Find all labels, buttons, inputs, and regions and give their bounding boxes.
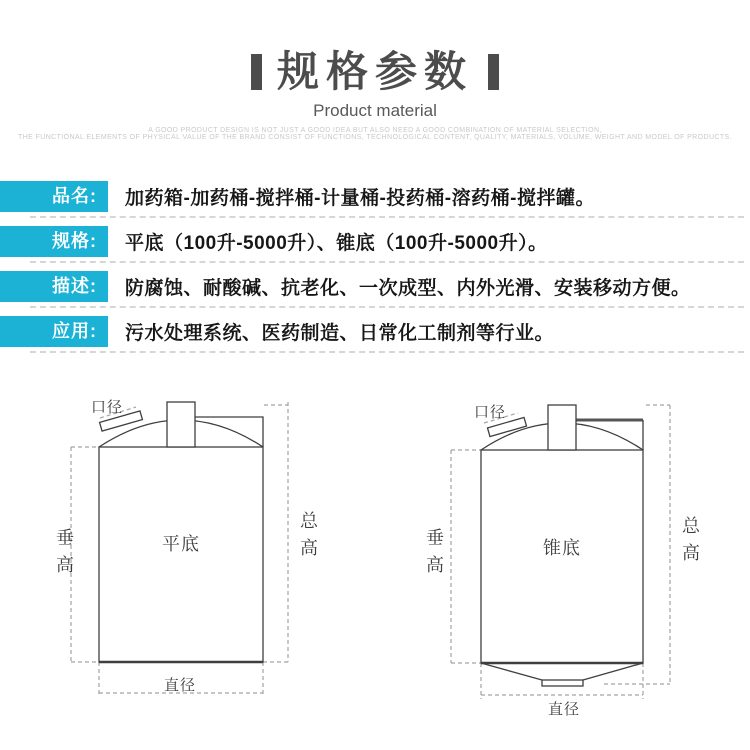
flat-bottom-type-label: 平底 [162,534,200,554]
spec-row-application [0,316,750,347]
spec-row-specification [0,226,750,257]
row-divider [30,351,744,353]
tank-diagrams [0,360,750,750]
title-accent-bar-right [488,54,499,90]
row-divider [30,261,744,263]
spec-row-product-name [0,181,750,212]
diameter-label-left: 直径 [163,677,197,694]
fine-print-line-2: THE FUNCTIONAL ELEMENTS OF PHYSICAL VALUE OF THE BRAND CONSIST OF FUNCTIONS, TECHNOLOGICAL CONTENT, QUALITY, MATERIALS, VOLUME, WEIGHT AND MODEL OF PRODUCTS. [18,134,732,141]
mouth-diameter-label-left: 口径 [91,399,124,416]
spec-label: 描述: [0,271,108,302]
row-divider [30,216,744,218]
vertical-height-label-right: 垂高 [424,528,444,582]
spec-label: 应用: [0,316,108,347]
spec-label: 规格: [0,226,108,257]
spec-label: 品名: [0,181,108,212]
cone-bottom [481,663,542,680]
spec-value: 加药箱-加药桶-搅拌桶-计量桶-投药桶-溶药桶-搅拌罐。 [125,188,595,209]
tank-neck [167,402,195,447]
row-divider [30,306,744,308]
page-title: 规格参数 [276,48,473,95]
spec-value: 平底（100升-5000升）、锥底（100升-5000升）。 [125,233,548,254]
total-height-label-right: 总高 [680,516,700,570]
fine-print-line-1: A GOOD PRODUCT DESIGN IS NOT JUST A GOOD IDEA BUT ALSO NEED A GOOD COMBINATION OF MATERIAL SELECTION, [148,127,602,134]
tank-outlet [542,680,583,686]
spec-value: 污水处理系统、医药制造、日常化工制剂等行业。 [125,323,555,344]
title-accent-bar-left [251,54,262,90]
spec-value: 防腐蚀、耐酸碱、抗老化、一次成型、内外光滑、安装移动方便。 [125,278,691,299]
page-title-row [0,50,750,94]
page-subtitle: Product material [313,101,437,120]
tank-neck [548,405,576,450]
mouth-diameter-label-right: 口径 [474,404,507,421]
spec-row-description [0,271,750,302]
cone-bottom-type-label: 锥底 [543,538,581,558]
diameter-label-right: 直径 [547,701,581,718]
vertical-height-label-left: 垂高 [54,528,74,582]
total-height-label-left: 总高 [298,511,318,565]
